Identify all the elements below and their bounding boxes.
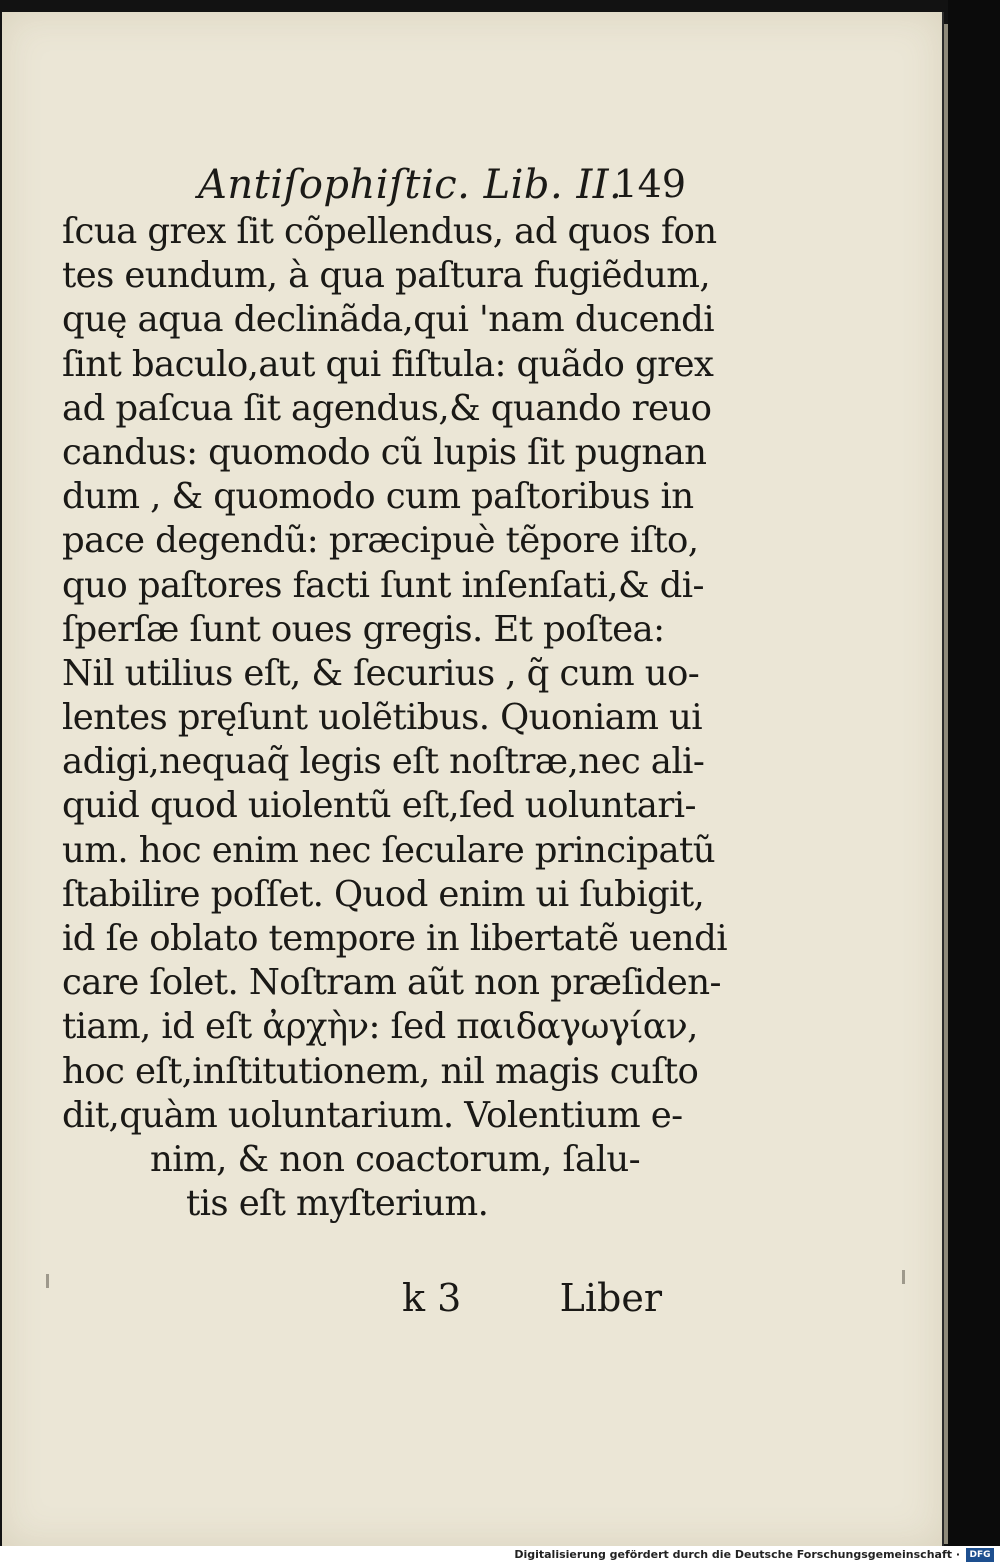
text-line: hoc eſt,inſtitutionem, nil magis cuſto xyxy=(62,1050,699,1092)
dfg-logo-icon: DFG xyxy=(966,1548,994,1562)
text-line: um. hoc enim nec ſeculare principatũ xyxy=(62,829,715,871)
signature-mark: k 3 xyxy=(402,1276,462,1320)
running-title: Antiſophiſtic. Lib. II. xyxy=(198,162,623,208)
text-line: ſperſæ ſunt oues gregis. Et poſtea: xyxy=(62,608,665,650)
page-header xyxy=(198,162,698,212)
text-line: lentes pręſunt uolẽtibus. Quoniam ui xyxy=(62,697,703,739)
page-number: 149 xyxy=(613,162,686,206)
catchword: Liber xyxy=(559,1276,662,1320)
text-line: ſtabilire poſſet. Quod enim ui ſubigit, xyxy=(62,873,705,915)
text-line: quid quod uiolentũ eſt,ſed uoluntari- xyxy=(62,785,696,827)
text-line: candus: quomodo cũ lupis ſit pugnan xyxy=(62,431,707,473)
text-line: dit,quàm uoluntarium. Volentium e- xyxy=(62,1094,683,1136)
text-line: id ſe oblato tempore in libertatẽ uendi xyxy=(62,918,727,959)
text-line: quę aqua declinãda,qui 'nam ducendi xyxy=(62,299,714,341)
text-line: pace degendũ: præcipuè tẽpore iſto, xyxy=(62,520,699,562)
text-line: quo paſtores facti ſunt inſenſati,& di- xyxy=(62,564,704,606)
text-line: ſcua grex ſit cõpellendus, ad quos fon xyxy=(62,211,717,252)
book-page xyxy=(2,12,944,1546)
page-foot xyxy=(402,1276,682,1326)
text-line: adigi,nequaq̃ legis eſt noſtræ,nec ali- xyxy=(62,741,705,783)
paper-speck xyxy=(46,1274,49,1288)
footer-bar xyxy=(0,1546,1000,1566)
scan-background xyxy=(948,0,1000,1546)
body-text xyxy=(62,210,727,1226)
text-line: care ſolet. Noſtram aũt non præſiden- xyxy=(62,962,721,1004)
text-line: nim, & non coactorum, ſalu- xyxy=(150,1138,641,1180)
text-line: tiam, id eſt ἀρχὴν: ſed παιδαγωγίαν, xyxy=(62,1006,698,1048)
text-line: ad paſcua ſit agendus,& quando reuo xyxy=(62,387,712,429)
text-line: tes eundum, à qua paſtura fugiẽdum, xyxy=(62,255,711,297)
text-line: tis eſt myſterium. xyxy=(186,1183,489,1225)
text-line: dum , & quomodo cum paſtoribus in xyxy=(62,476,694,518)
paper-speck xyxy=(902,1270,905,1284)
digitization-credit: Digitalisierung gefördert durch die Deutsche Forschungsgemeinschaft · xyxy=(514,1548,960,1561)
text-line: ſint baculo,aut qui fiſtula: quãdo grex xyxy=(62,343,714,385)
text-line: Nil utilius eſt, & ſecurius , q̃ cum uo- xyxy=(62,652,700,694)
